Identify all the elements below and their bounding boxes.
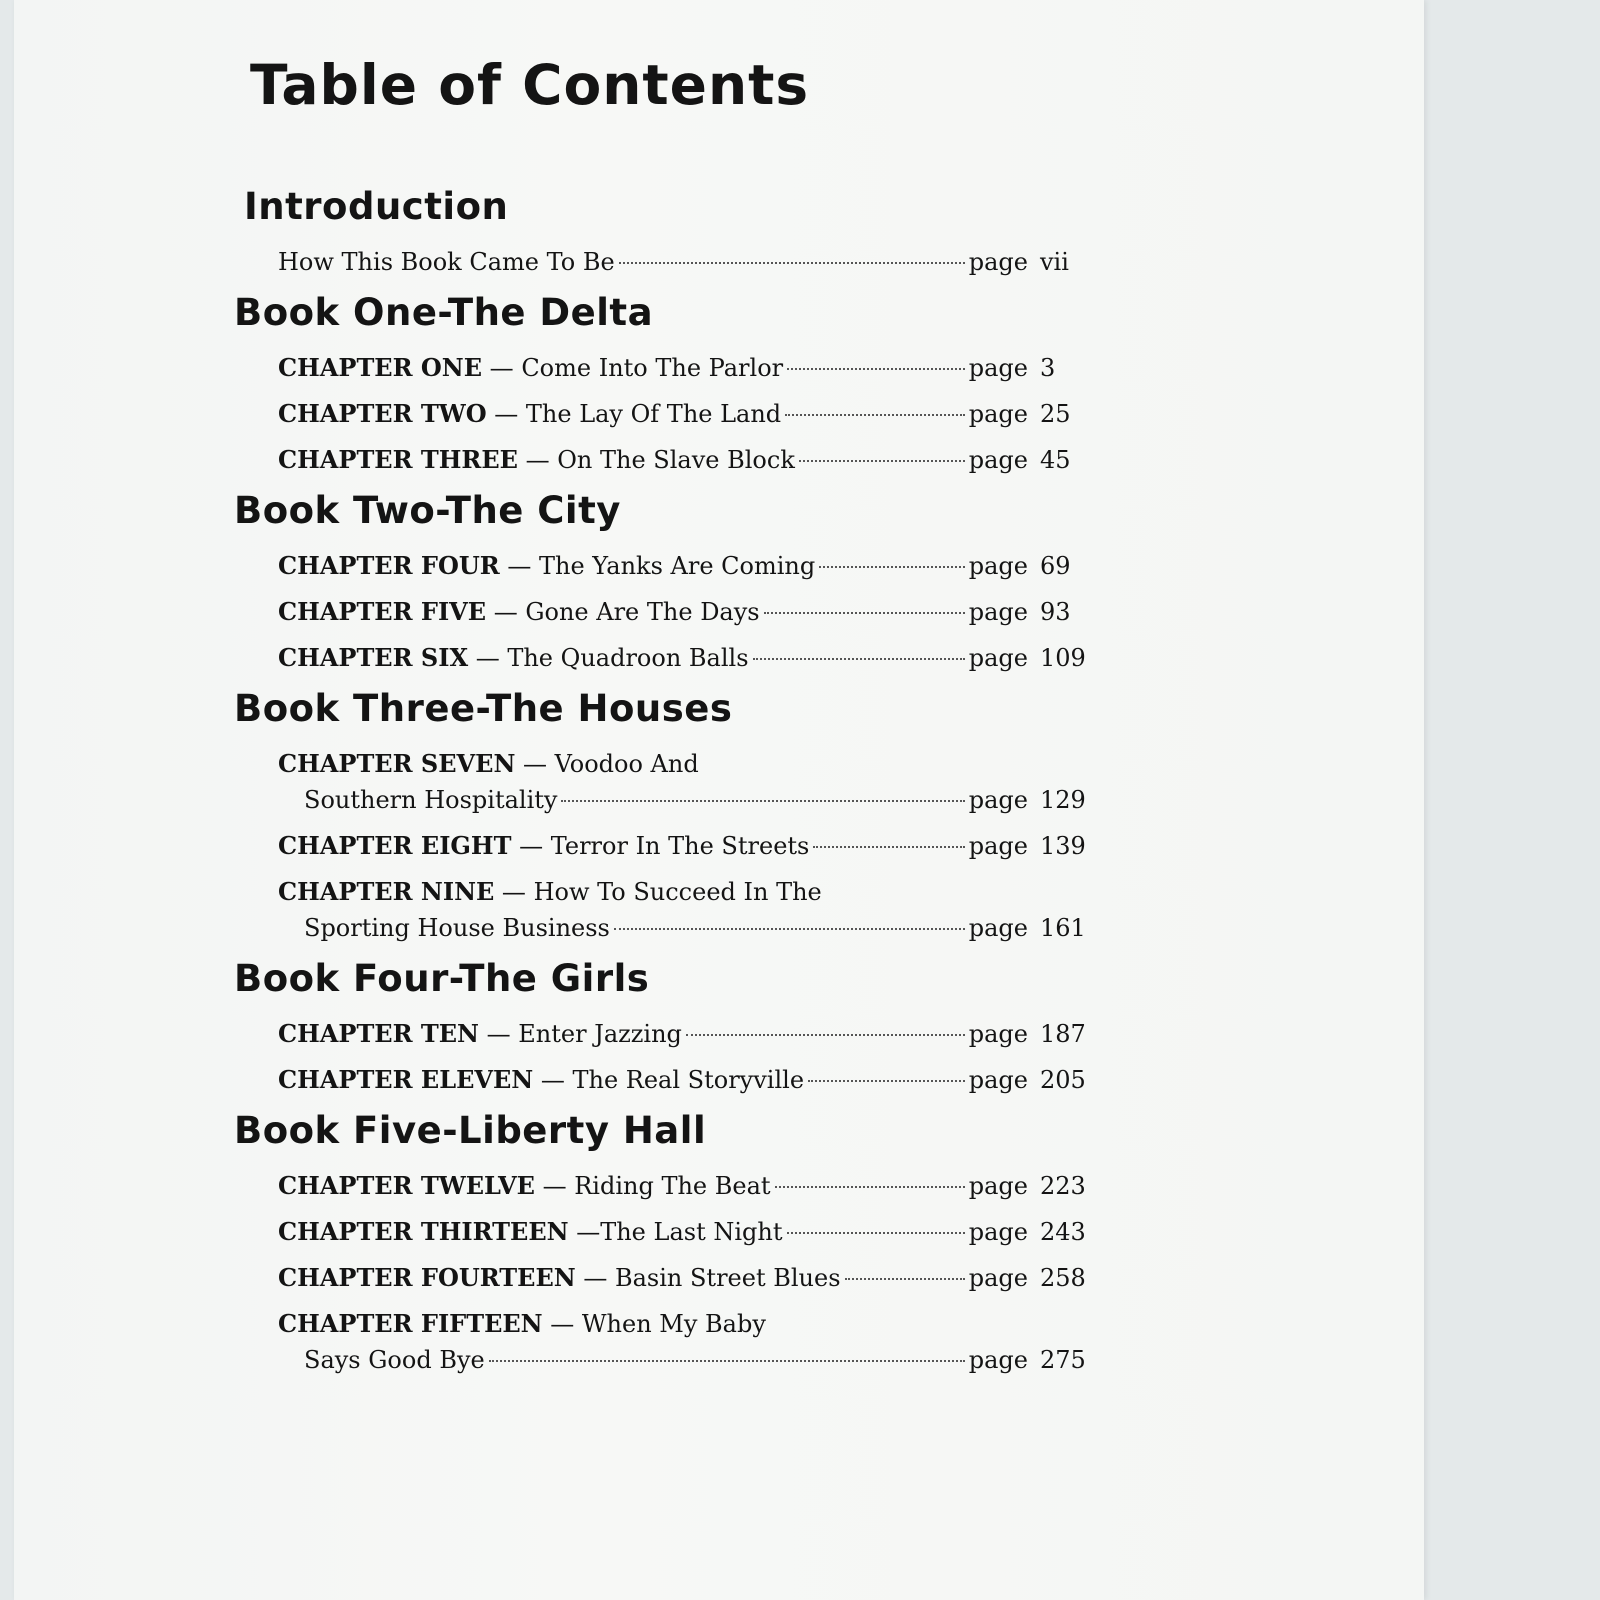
chapter-label: CHAPTER ONE [278, 353, 483, 382]
chapter-title: Voodoo And [554, 750, 699, 778]
book-four-chapters [278, 1016, 1098, 1098]
toc-entry [278, 1168, 1098, 1204]
chapter-title-continued: Southern Hospitality [304, 786, 558, 814]
toc-line [278, 746, 1098, 782]
dot-leader [845, 1278, 965, 1280]
chapter-title: Basin Street Blues [614, 1264, 841, 1292]
page-number: 275 [1040, 1346, 1086, 1374]
dash-separator: — [568, 1218, 601, 1246]
book-heading-four: Book Four-The Girls [234, 957, 650, 1000]
toc-line [278, 442, 1098, 478]
chapter-title: The Last Night [600, 1218, 783, 1246]
dash-separator: — [515, 750, 555, 778]
chapter-label: CHAPTER ELEVEN [278, 1065, 534, 1094]
dash-separator: — [482, 354, 522, 382]
toc-entry [278, 1214, 1098, 1250]
toc-entry [278, 594, 1098, 630]
dash-separator: — [575, 1264, 615, 1292]
page-word: page [968, 644, 1028, 672]
page-number: 161 [1040, 914, 1086, 942]
toc-entry [278, 350, 1098, 386]
page-word: page [968, 400, 1028, 428]
page-word: page [968, 914, 1028, 942]
toc-entry [278, 1062, 1098, 1098]
dot-leader [619, 262, 965, 264]
page-number: 129 [1040, 786, 1086, 814]
dot-leader [775, 1186, 965, 1188]
page-word: page [968, 552, 1028, 580]
chapter-label: CHAPTER EIGHT [278, 831, 512, 860]
dot-leader [764, 612, 965, 614]
toc-line [278, 350, 1098, 386]
dash-separator: — [511, 832, 551, 860]
page-number: 205 [1040, 1066, 1086, 1094]
dash-separator: — [468, 644, 508, 672]
chapter-label: CHAPTER FIFTEEN [278, 1309, 543, 1338]
chapter-title: Terror In The Streets [550, 832, 810, 860]
dot-leader [799, 460, 965, 462]
book-three-chapters [278, 746, 1098, 946]
chapter-label: CHAPTER SIX [278, 643, 469, 672]
toc-entry [278, 244, 1098, 280]
toc-entry [278, 828, 1098, 864]
page-number: vii [1040, 248, 1069, 276]
page-number: 139 [1040, 832, 1086, 860]
dot-leader [561, 800, 964, 802]
chapter-title: Enter Jazzing [518, 1020, 682, 1048]
toc-entry [278, 442, 1098, 478]
chapter-label: CHAPTER SEVEN [278, 749, 516, 778]
toc-line-continued [278, 910, 1098, 946]
toc-entry [278, 640, 1098, 676]
toc-line [278, 244, 1098, 280]
toc-line [278, 640, 1098, 676]
page-number: 25 [1040, 400, 1071, 428]
dot-leader [819, 566, 965, 568]
book-five-chapters [278, 1168, 1098, 1378]
toc-entry [278, 396, 1098, 432]
chapter-title-continued: Says Good Bye [304, 1346, 485, 1374]
page-number: 3 [1040, 354, 1056, 382]
toc-line [278, 594, 1098, 630]
entry-title: How This Book Came To Be [278, 248, 615, 276]
chapter-title: Gone Are The Days [525, 598, 760, 626]
page-word: page [968, 1066, 1028, 1094]
book-one-chapters [278, 350, 1098, 478]
dot-leader [787, 1232, 965, 1234]
chapter-label: CHAPTER TWELVE [278, 1171, 535, 1200]
page-word: page [968, 1020, 1028, 1048]
page-word: page [968, 1172, 1028, 1200]
introduction-entries [278, 244, 1098, 280]
toc-entry [278, 746, 1098, 818]
page-word: page [968, 354, 1028, 382]
page-title: Table of Contents [250, 53, 810, 117]
toc-entry [278, 874, 1098, 946]
book-heading-two: Book Two-The City [234, 489, 621, 532]
chapter-title: The Lay Of The Land [525, 400, 782, 428]
toc-line [278, 874, 1098, 910]
toc-line [278, 1260, 1098, 1296]
page-word: page [968, 1264, 1028, 1292]
section-heading-introduction: Introduction [244, 185, 509, 228]
page-word: page [968, 248, 1028, 276]
page-word: page [968, 1346, 1028, 1374]
chapter-title-continued: Sporting House Business [304, 914, 610, 942]
page-number: 223 [1040, 1172, 1086, 1200]
toc-line [278, 828, 1098, 864]
dot-leader [753, 658, 965, 660]
page-number: 93 [1040, 598, 1071, 626]
chapter-label: CHAPTER FIVE [278, 597, 487, 626]
dash-separator: — [486, 400, 526, 428]
dash-separator: — [486, 598, 526, 626]
chapter-label: CHAPTER THREE [278, 445, 518, 474]
book-heading-three: Book Three-The Houses [234, 687, 733, 730]
dot-leader [785, 414, 965, 416]
chapter-label: CHAPTER FOURTEEN [278, 1263, 576, 1292]
dot-leader [489, 1360, 965, 1362]
chapter-label: CHAPTER FOUR [278, 551, 500, 580]
dash-separator: — [517, 446, 558, 474]
dot-leader [813, 846, 964, 848]
toc-line [278, 1016, 1098, 1052]
page-number: 109 [1040, 644, 1086, 672]
chapter-title: On The Slave Block [557, 446, 795, 474]
page-number: 45 [1040, 446, 1071, 474]
book-heading-one: Book One-The Delta [234, 291, 654, 334]
page-word: page [968, 446, 1028, 474]
dot-leader [808, 1080, 965, 1082]
dash-separator: — [533, 1066, 573, 1094]
dash-separator: — [499, 552, 539, 580]
chapter-label: CHAPTER TWO [278, 399, 487, 428]
chapter-label: CHAPTER NINE [278, 877, 495, 906]
book-heading-five: Book Five-Liberty Hall [234, 1109, 707, 1152]
toc-entry [278, 1260, 1098, 1296]
dash-separator: — [494, 878, 534, 906]
page-word: page [968, 786, 1028, 814]
page-number: 243 [1040, 1218, 1086, 1246]
toc-line [278, 1062, 1098, 1098]
toc-line [278, 1214, 1098, 1250]
page-number: 69 [1040, 552, 1071, 580]
page-word: page [968, 598, 1028, 626]
chapter-title: When My Baby [581, 1310, 766, 1338]
page-number: 258 [1040, 1264, 1086, 1292]
page-word: page [968, 1218, 1028, 1246]
chapter-title: The Real Storyville [572, 1066, 805, 1094]
page-number: 187 [1040, 1020, 1086, 1048]
toc-line [278, 548, 1098, 584]
toc-line-continued [278, 782, 1098, 818]
chapter-label: CHAPTER THIRTEEN [278, 1217, 569, 1246]
dot-leader [787, 368, 965, 370]
page-word: page [968, 832, 1028, 860]
toc-entry [278, 548, 1098, 584]
chapter-title: The Quadroon Balls [507, 644, 749, 672]
toc-entry [278, 1306, 1098, 1378]
toc-line [278, 1168, 1098, 1204]
chapter-title: The Yanks Are Coming [538, 552, 816, 580]
dash-separator: — [542, 1310, 582, 1338]
chapter-label: CHAPTER TEN [278, 1019, 479, 1048]
toc-line [278, 396, 1098, 432]
chapter-title: Riding The Beat [574, 1172, 771, 1200]
book-page [14, 0, 1424, 1600]
toc-line [278, 1306, 1098, 1342]
chapter-title: Come Into The Parlor [521, 354, 784, 382]
dot-leader [614, 928, 965, 930]
dash-separator: — [479, 1020, 519, 1048]
dash-separator: — [534, 1172, 575, 1200]
toc-entry [278, 1016, 1098, 1052]
table-of-contents [234, 50, 1134, 1388]
dot-leader [686, 1034, 965, 1036]
chapter-title: How To Succeed In The [533, 878, 822, 906]
toc-line-continued [278, 1342, 1098, 1378]
book-two-chapters [278, 548, 1098, 676]
